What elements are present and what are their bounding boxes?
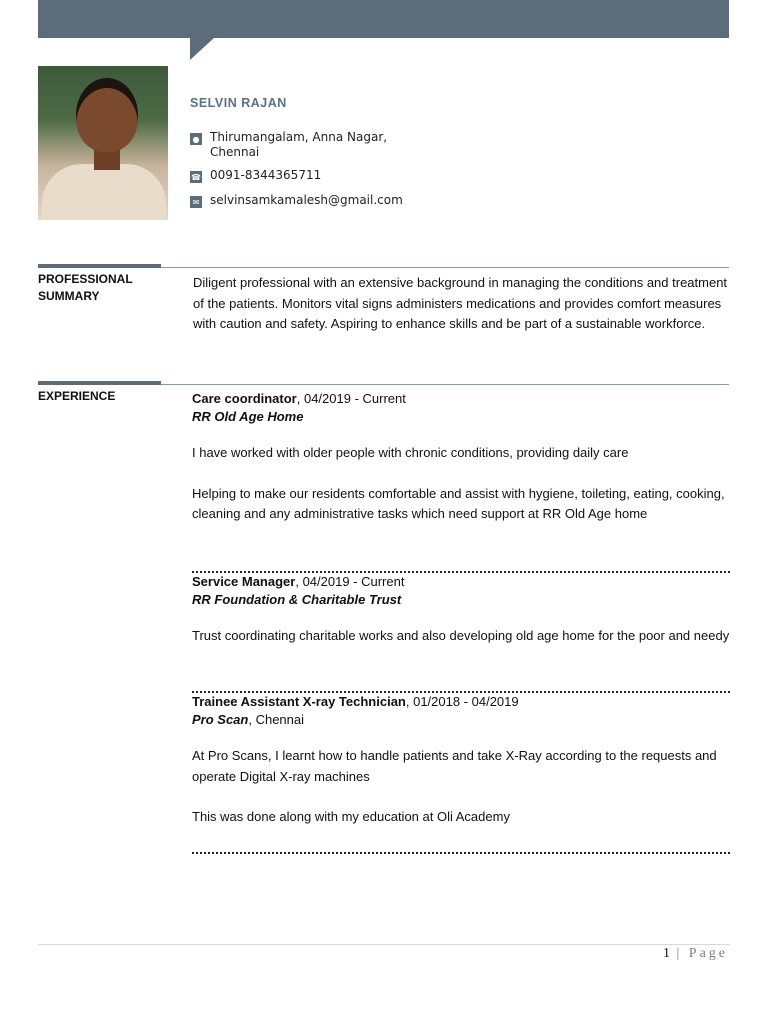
job-entry: [192, 693, 730, 848]
job-dates: , 01/2018 - 04/2019: [405, 694, 519, 709]
job-company-line: [192, 591, 730, 609]
page-word: Page: [688, 946, 728, 961]
job-description: [192, 443, 730, 525]
location-pin-icon: ●: [190, 133, 202, 145]
experience-section-rule: [161, 384, 729, 385]
job-description-paragraph: This was done along with my education at Oli Academy: [192, 809, 510, 824]
phone-text: 0091-8344365711: [210, 168, 322, 182]
job-title: Service Manager: [192, 574, 296, 589]
contact-address: [190, 130, 440, 160]
job-location: , Chennai: [248, 712, 305, 727]
job-description: [192, 746, 730, 828]
job-header: [192, 693, 730, 711]
summary-heading: PROFESSIONAL SUMMARY: [38, 272, 133, 303]
summary-text: Diligent professional with an extensive background in managing the conditions and treatment of the patients. Monitors vital signs administers medications and provides comfort measures with caution and safety. Aspiring to enhance skills and be part of a sustainable workforce.: [193, 275, 728, 331]
job-header: [192, 573, 730, 591]
address-text: Thirumangalam, Anna Nagar, Chennai: [210, 130, 388, 159]
job-entry: [192, 390, 730, 545]
header-bar: [38, 0, 729, 38]
page-separator: |: [669, 946, 689, 961]
contact-email: [190, 193, 440, 208]
job-description: [192, 626, 730, 647]
job-title: Care coordinator: [192, 391, 297, 406]
job-company-line: [192, 711, 730, 729]
job-company: RR Old Age Home: [192, 409, 304, 424]
job-company: RR Foundation & Charitable Trust: [192, 592, 402, 607]
summary-section-bar: [38, 264, 161, 268]
page-number-value: 1: [662, 946, 670, 961]
page-number: [663, 946, 728, 962]
candidate-name: SELVIN RAJAN: [190, 96, 287, 110]
experience-section-bar: [38, 381, 161, 385]
job-dates: , 04/2019 - Current: [296, 391, 406, 406]
job-company-line: [192, 408, 730, 426]
summary-section-rule: [161, 267, 729, 268]
job-dates: , 04/2019 - Current: [295, 574, 405, 589]
contact-phone: [190, 168, 440, 183]
job-entry: [192, 573, 730, 667]
profile-photo: [38, 66, 168, 220]
experience-heading: EXPERIENCE: [38, 389, 116, 403]
job-title: Trainee Assistant X-ray Technician: [192, 694, 406, 709]
job-description-paragraph: Helping to make our residents comfortable and assist with hygiene, toileting, eating, cooking, cleaning and any administrative tasks which need support at RR Old Age home: [192, 485, 725, 521]
header-tab: [190, 38, 214, 60]
email-text[interactable]: selvinsamkamalesh@gmail.com: [210, 193, 403, 207]
photo-shirt: [42, 164, 166, 220]
job-company: Pro Scan: [192, 712, 249, 727]
job-description-paragraph: I have worked with older people with chronic conditions, providing daily care: [192, 445, 629, 460]
footer-rule: [38, 944, 730, 945]
job-description-paragraph: At Pro Scans, I learnt how to handle patients and take X-Ray according to the requests and operate Digital X-ray machines: [192, 748, 717, 784]
job-description-paragraph: Trust coordinating charitable works and also developing old age home for the poor and needy: [192, 628, 730, 643]
phone-icon: ☎: [191, 172, 201, 182]
job-separator: [192, 852, 730, 854]
job-header: [192, 390, 730, 408]
email-icon: ✉: [190, 196, 202, 208]
photo-head: [76, 78, 138, 152]
